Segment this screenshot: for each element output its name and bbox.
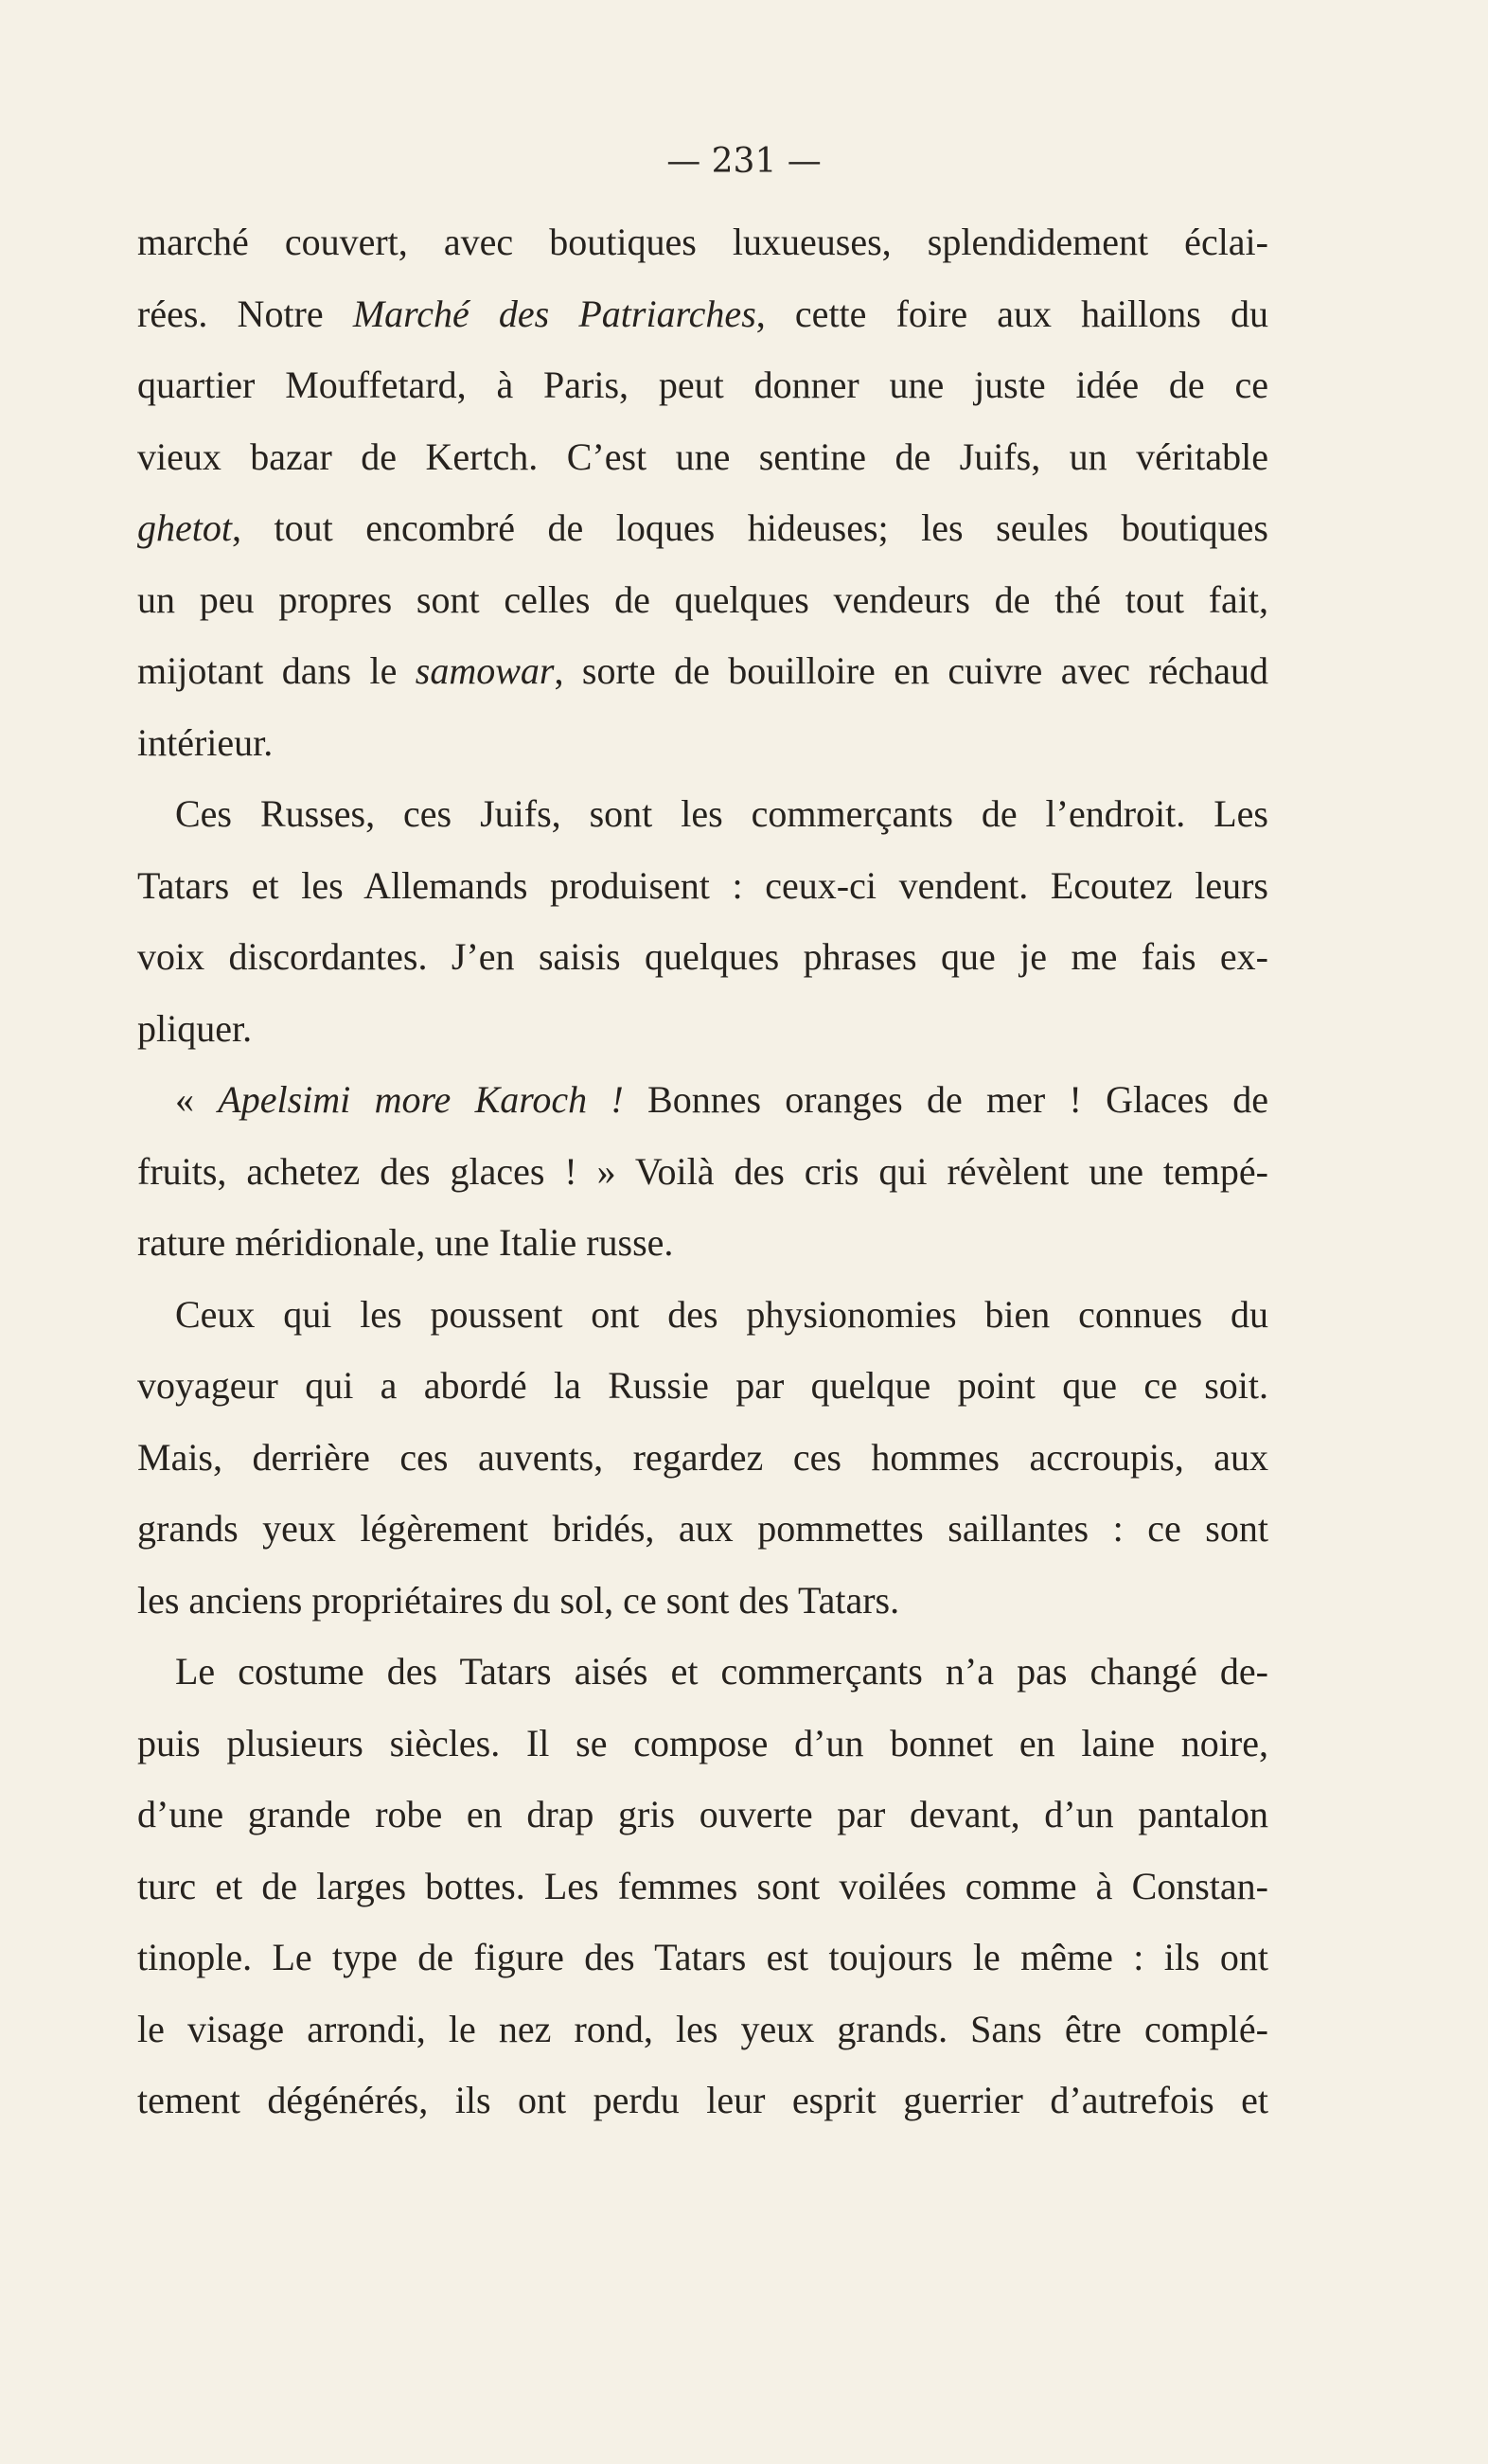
text-line bbox=[137, 850, 1268, 922]
text-line bbox=[137, 707, 1268, 779]
text-segment: les anciens propriétaires du sol, ce sont des Tatars. bbox=[137, 1578, 900, 1622]
text-line bbox=[137, 564, 1268, 636]
text-segment: marché couvert, avec boutiques luxueuses, splendidement éclai- bbox=[137, 221, 1268, 263]
text-line bbox=[137, 1565, 1268, 1637]
text-segment: fruits, achetez des glaces ! » Voilà des cris qui révèlent une tempé- bbox=[137, 1149, 1268, 1193]
text-line bbox=[137, 1922, 1268, 1994]
text-line bbox=[137, 1636, 1268, 1708]
text-line bbox=[137, 993, 1268, 1065]
text-segment: tement dégénérés, ils ont perdu leur esprit guerrier d’autrefois et bbox=[137, 2079, 1268, 2121]
text-segment: intérieur. bbox=[137, 720, 274, 764]
text-line bbox=[137, 1064, 1268, 1136]
italic-text: ghetot bbox=[137, 506, 232, 549]
text-line bbox=[137, 349, 1268, 421]
text-line bbox=[137, 635, 1268, 707]
text-segment: grands yeux légèrement bridés, aux pommettes saillantes : ce sont bbox=[137, 1507, 1268, 1550]
text-segment: , sorte de bouilloire en cuivre avec réchaud bbox=[554, 649, 1269, 692]
text-line bbox=[137, 921, 1268, 993]
text-line bbox=[137, 206, 1268, 278]
text-segment: voyageur qui a abordé la Russie par quelque point que ce soit. bbox=[137, 1364, 1268, 1407]
text-line bbox=[137, 2065, 1268, 2136]
text-segment: d’une grande robe en drap gris ouverte par devant, d’un pantalon bbox=[137, 1793, 1268, 1835]
text-line bbox=[137, 1851, 1268, 1923]
text-segment: Tatars et les Allemands produisent : ceux-ci vendent. Ecoutez leurs bbox=[137, 863, 1268, 907]
text-line bbox=[137, 1994, 1268, 2065]
page-number: — 231 — bbox=[666, 142, 822, 181]
text-segment: Ces Russes, ces Juifs, sont les commerçants de l’endroit. Les bbox=[175, 792, 1268, 835]
italic-text: samowar bbox=[415, 649, 555, 692]
text-segment: Mais, derrière ces auvents, regardez ces hommes accroupis, aux bbox=[137, 1435, 1268, 1479]
text-segment: tinople. Le type de figure des Tatars est toujours le même : ils ont bbox=[137, 1936, 1268, 1978]
text-segment: le visage arrondi, le nez rond, les yeux grands. Sans être complé- bbox=[137, 2007, 1268, 2050]
text-segment: turc et de larges bottes. Les femmes sont voilées comme à Constan- bbox=[137, 1864, 1268, 1907]
text-line bbox=[137, 421, 1268, 493]
text-segment: Le costume des Tatars aisés et commerçants n’a pas changé de- bbox=[175, 1650, 1268, 1693]
text-segment: rées. Notre bbox=[137, 292, 353, 335]
text-segment: Bonnes oranges de mer ! Glaces de bbox=[623, 1078, 1268, 1121]
text-segment: voix discordantes. J’en saisis quelques phrases que je me fais ex- bbox=[137, 935, 1268, 978]
text-line bbox=[137, 1207, 1268, 1279]
text-line bbox=[137, 1136, 1268, 1208]
text-segment: un peu propres sont celles de quelques vendeurs de thé tout fait, bbox=[137, 577, 1268, 621]
text-line bbox=[137, 1708, 1268, 1780]
text-segment: mijotant dans le bbox=[137, 649, 416, 692]
text-segment: quartier Mouffetard, à Paris, peut donner une juste idée de ce bbox=[137, 363, 1268, 406]
text-segment: « bbox=[175, 1078, 219, 1121]
text-segment: vieux bazar de Kertch. C’est une sentine de Juifs, un véritable bbox=[137, 434, 1268, 478]
italic-text: Marché des Patriarches bbox=[352, 292, 756, 335]
text-line bbox=[137, 1350, 1268, 1422]
text-segment: puis plusieurs siècles. Il se compose d’un bonnet en laine noire, bbox=[137, 1721, 1268, 1764]
text-line bbox=[137, 492, 1268, 564]
body-text bbox=[137, 206, 1268, 2136]
text-line bbox=[137, 1422, 1268, 1494]
italic-text: Apelsimi more Karoch ! bbox=[218, 1078, 624, 1121]
text-line bbox=[137, 1279, 1268, 1351]
text-segment: pliquer. bbox=[137, 1006, 253, 1050]
text-line bbox=[137, 1493, 1268, 1565]
text-line bbox=[137, 778, 1268, 850]
text-segment: , cette foire aux haillons du bbox=[755, 292, 1269, 335]
text-line bbox=[137, 1779, 1268, 1851]
text-line bbox=[137, 278, 1268, 350]
text-segment: rature méridionale, une Italie russe. bbox=[137, 1221, 674, 1264]
text-segment: , tout encombré de loques hideuses; les seules boutiques bbox=[231, 506, 1268, 549]
text-segment: Ceux qui les poussent ont des physionomies bien connues du bbox=[175, 1292, 1268, 1336]
